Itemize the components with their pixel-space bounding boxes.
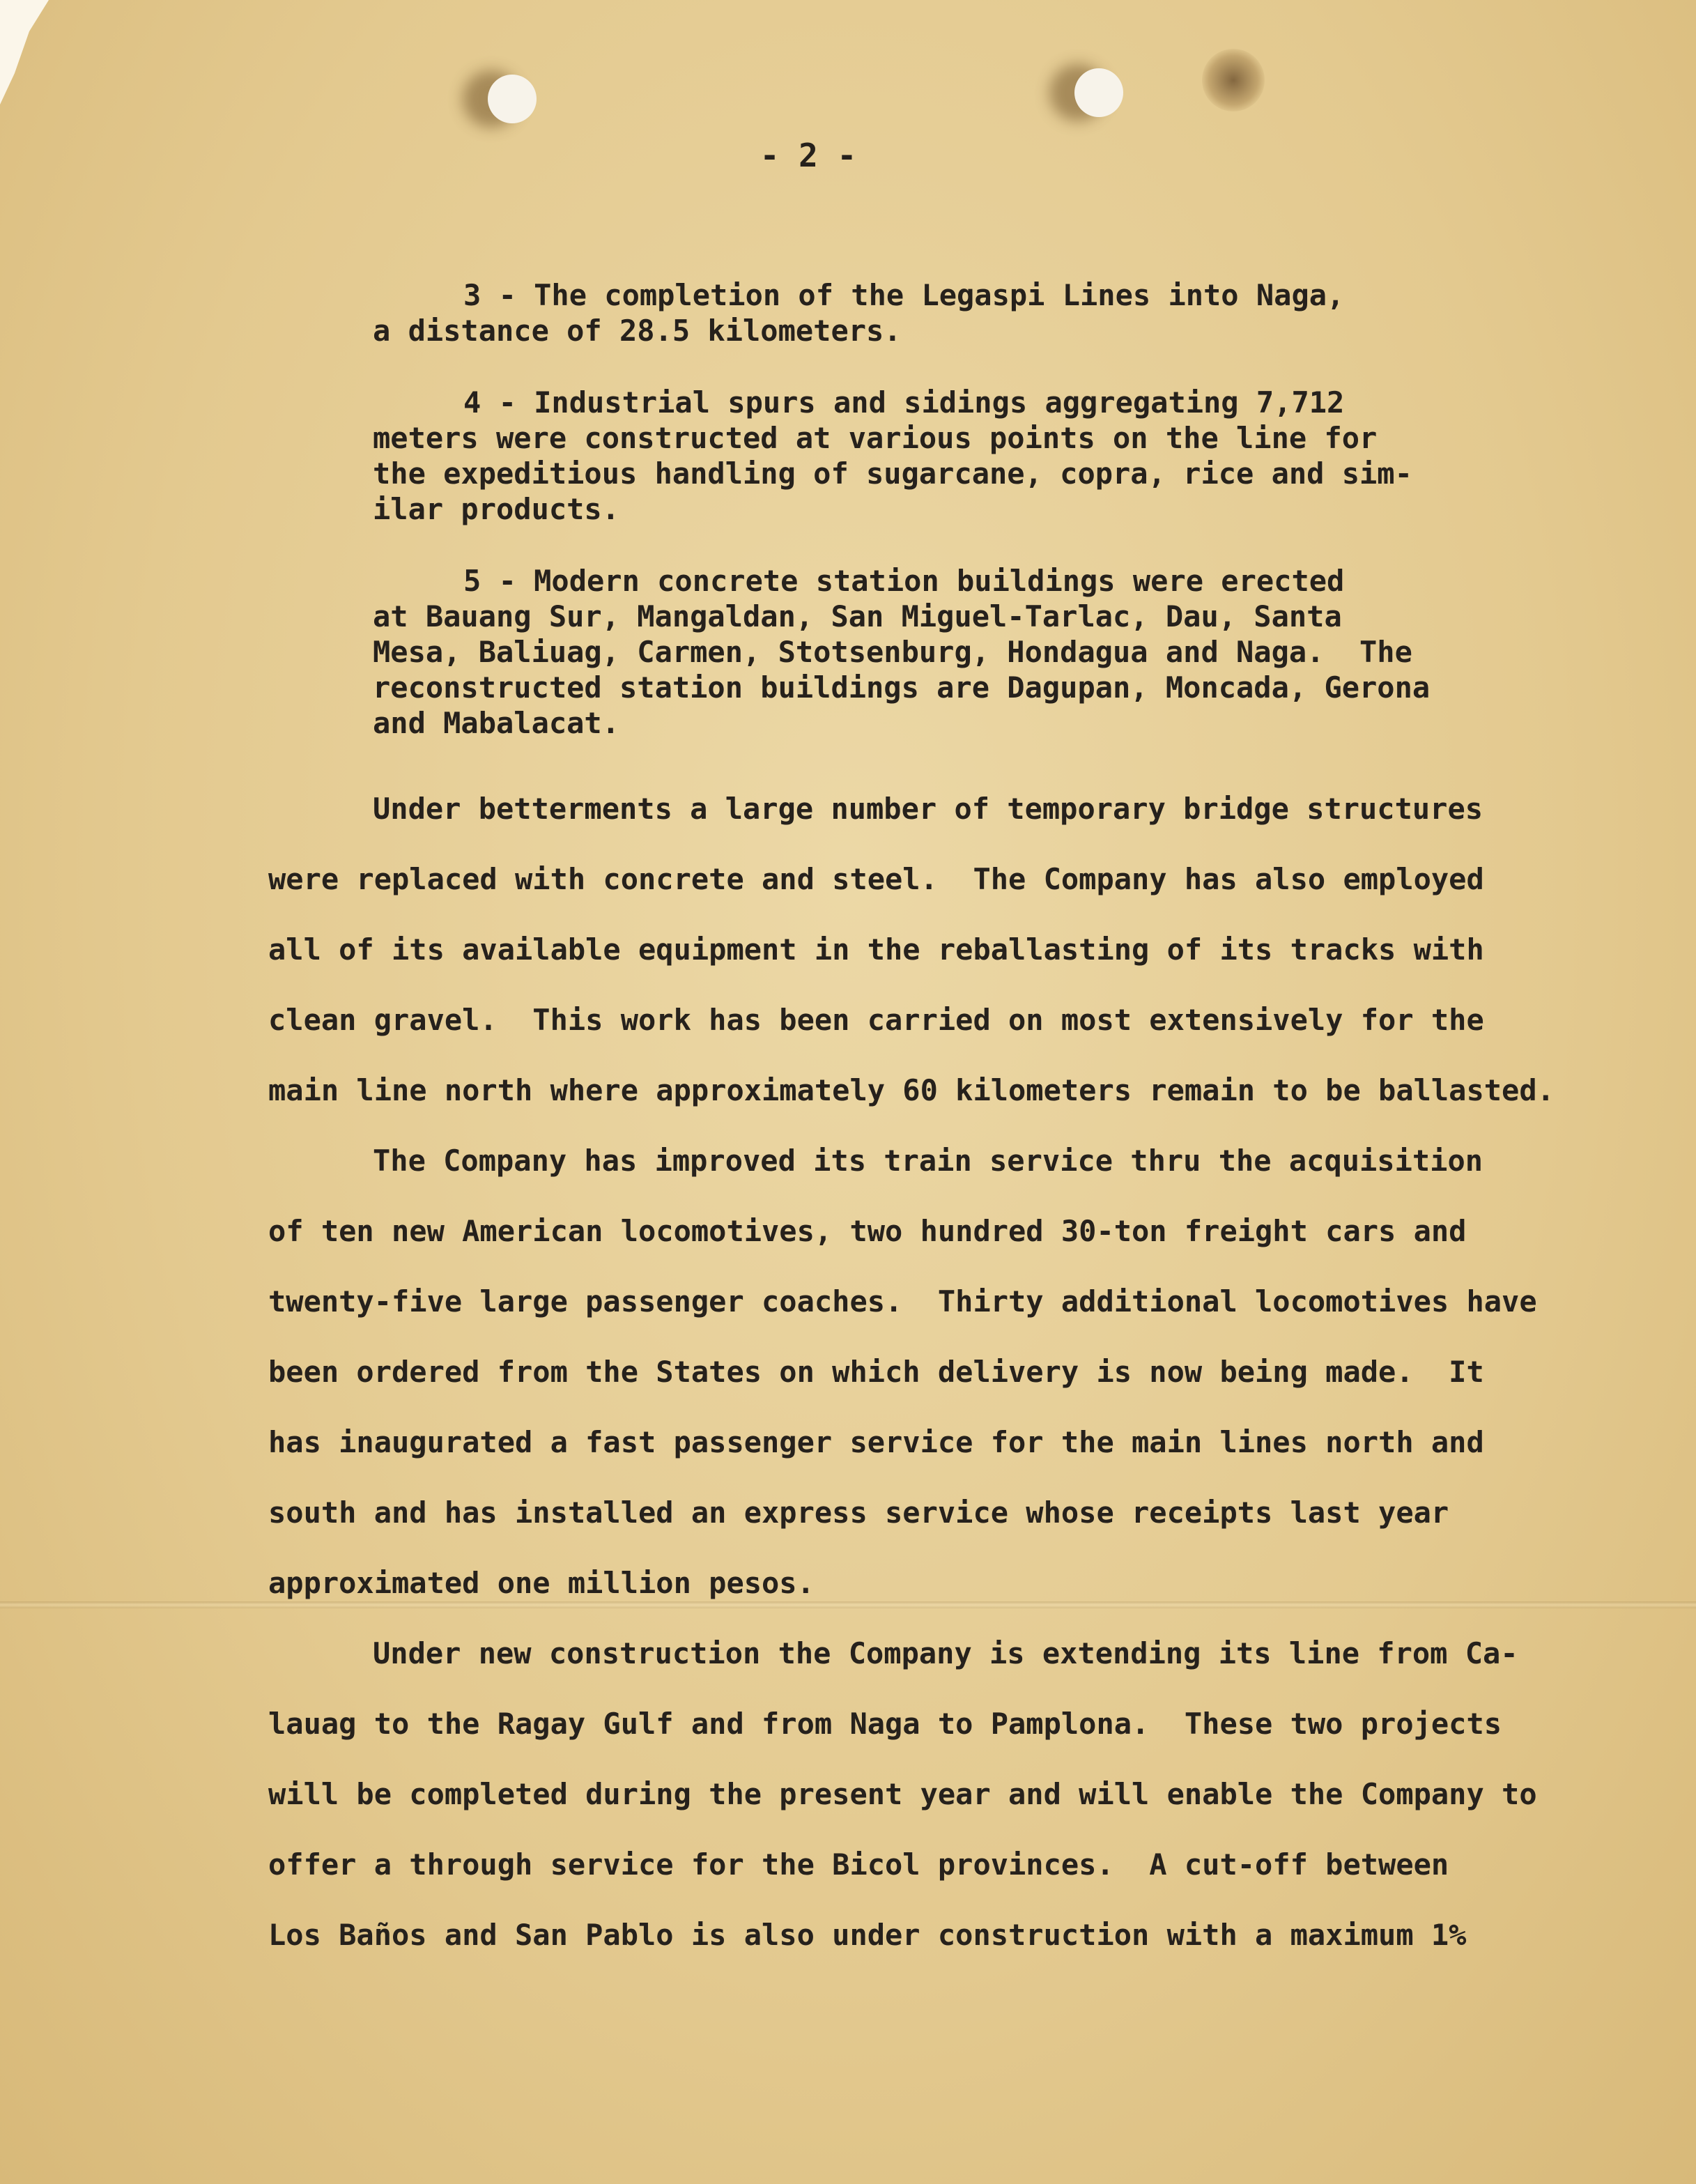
list-item-4 — [373, 385, 1474, 527]
page-number: - 2 - — [760, 137, 857, 174]
text-line: all of its available equipment in the reballasting of its tracks with — [268, 932, 1484, 967]
text-line: has inaugurated a fast passenger service for the main lines north and — [268, 1425, 1484, 1459]
list-line: meters were constructed at various points on the line for — [373, 421, 1378, 455]
paragraph-betterments — [268, 774, 1627, 1125]
text-line: twenty-five large passenger coaches. Thirty additional locomotives have — [268, 1284, 1537, 1318]
rust-stain — [1202, 49, 1265, 111]
text-line: of ten new American locomotives, two hundred 30-ton freight cars and — [268, 1214, 1467, 1248]
list-item-3 — [373, 277, 1474, 348]
paragraph-train-service — [268, 1125, 1627, 1618]
text-line: Under betterments a large number of temporary bridge structures — [373, 792, 1483, 826]
text-line: clean gravel. This work has been carried on most extensively for the — [268, 1003, 1484, 1037]
paragraph-new-construction — [268, 1618, 1627, 1970]
text-line: Under new construction the Company is extending its line from Ca- — [373, 1636, 1518, 1670]
text-line: south and has installed an express service whose receipts last year — [268, 1495, 1449, 1530]
list-line: reconstructed station buildings are Dagupan, Moncada, Gerona — [373, 670, 1431, 705]
list-line: and Mabalacat. — [373, 706, 620, 740]
text-line: main line north where approximately 60 kilometers remain to be ballasted. — [268, 1073, 1555, 1107]
body-text — [268, 774, 1627, 1970]
text-line: lauag to the Ragay Gulf and from Naga to Pamplona. These two projects — [268, 1707, 1502, 1741]
text-line: The Company has improved its train service thru the acquisition — [373, 1144, 1483, 1178]
text-line: Los Baños and San Pablo is also under construction with a maximum 1% — [268, 1918, 1467, 1952]
list-line: 4 - Industrial spurs and sidings aggregating 7,712 — [463, 385, 1345, 420]
list-line: at Bauang Sur, Mangaldan, San Miguel-Tarlac, Dau, Santa — [373, 599, 1342, 633]
punch-hole-right — [1074, 68, 1123, 117]
list-line: ilar products. — [373, 492, 620, 526]
text-line: will be completed during the present year and will enable the Company to — [268, 1777, 1537, 1811]
text-line: approximated one million pesos. — [268, 1566, 815, 1600]
list-item-5 — [373, 563, 1474, 741]
punch-hole-left — [488, 75, 537, 123]
text-line: offer a through service for the Bicol provinces. A cut-off between — [268, 1847, 1449, 1882]
list-line: Mesa, Baliuag, Carmen, Stotsenburg, Hondagua and Naga. The — [373, 635, 1412, 669]
list-line: 3 - The completion of the Legaspi Lines into Naga, — [463, 278, 1345, 312]
text-line: been ordered from the States on which delivery is now being made. It — [268, 1355, 1484, 1389]
list-line: 5 - Modern concrete station buildings were erected — [463, 564, 1345, 598]
list-line: a distance of 28.5 kilometers. — [373, 314, 902, 348]
numbered-list — [373, 277, 1474, 777]
list-line: the expeditious handling of sugarcane, copra, rice and sim- — [373, 456, 1412, 491]
text-line: were replaced with concrete and steel. The Company has also employed — [268, 862, 1484, 896]
